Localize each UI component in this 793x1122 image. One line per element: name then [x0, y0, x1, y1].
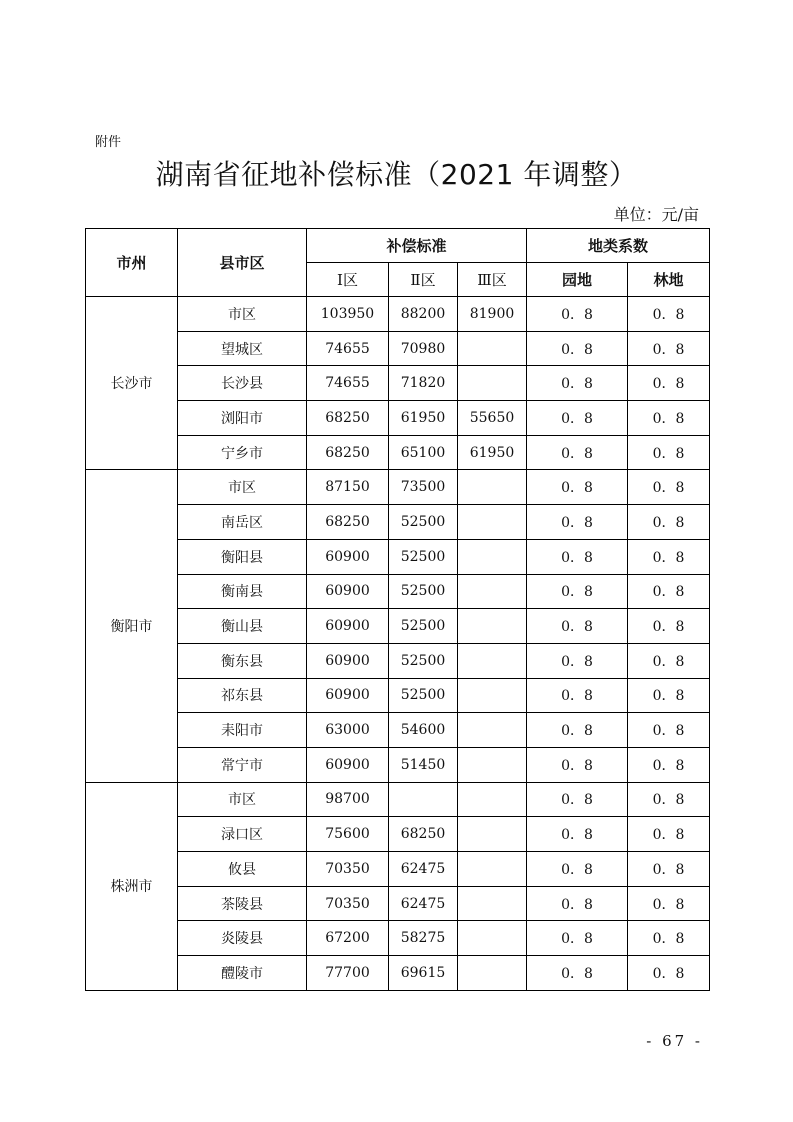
forest-coefficient: 0．8 [628, 956, 710, 991]
zone-3-value [458, 539, 527, 574]
table-row [86, 574, 710, 609]
table-row [86, 747, 710, 782]
forest-coefficient: 0．8 [628, 609, 710, 644]
unit-label: 单位：元/亩 [613, 205, 699, 224]
zone-1-value: 63000 [307, 713, 389, 748]
zone-2-value: 73500 [389, 470, 458, 505]
forest-coefficient: 0．8 [628, 852, 710, 887]
zone-2-value: 52500 [389, 643, 458, 678]
zone-3-value [458, 747, 527, 782]
county-cell: 茶陵县 [178, 886, 307, 921]
zone-1-value: 70350 [307, 852, 389, 887]
header-zone-1: Ⅰ区 [307, 263, 389, 297]
garden-coefficient: 0．8 [527, 782, 628, 817]
garden-coefficient: 0．8 [527, 401, 628, 436]
table-row [86, 817, 710, 852]
header-garden: 园地 [527, 263, 628, 297]
forest-coefficient: 0．8 [628, 366, 710, 401]
zone-3-value [458, 852, 527, 887]
garden-coefficient: 0．8 [527, 678, 628, 713]
zone-3-value [458, 782, 527, 817]
garden-coefficient: 0．8 [527, 539, 628, 574]
garden-coefficient: 0．8 [527, 609, 628, 644]
table-row [86, 366, 710, 401]
zone-3-value: 55650 [458, 401, 527, 436]
attachment-label: 附件 [95, 135, 122, 150]
table-row [86, 678, 710, 713]
zone-3-value: 61950 [458, 435, 527, 470]
garden-coefficient: 0．8 [527, 470, 628, 505]
zone-2-value: 51450 [389, 747, 458, 782]
zone-1-value: 67200 [307, 921, 389, 956]
county-cell: 浏阳市 [178, 401, 307, 436]
garden-coefficient: 0．8 [527, 921, 628, 956]
zone-2-value: 61950 [389, 401, 458, 436]
zone-1-value: 60900 [307, 574, 389, 609]
zone-2-value: 58275 [389, 921, 458, 956]
zone-2-value: 52500 [389, 678, 458, 713]
zone-3-value [458, 366, 527, 401]
county-cell: 衡南县 [178, 574, 307, 609]
garden-coefficient: 0．8 [527, 747, 628, 782]
zone-2-value: 70980 [389, 331, 458, 366]
forest-coefficient: 0．8 [628, 470, 710, 505]
zone-1-value: 60900 [307, 643, 389, 678]
county-cell: 祁东县 [178, 678, 307, 713]
zone-1-value: 60900 [307, 539, 389, 574]
zone-3-value [458, 921, 527, 956]
forest-coefficient: 0．8 [628, 921, 710, 956]
county-cell: 醴陵市 [178, 956, 307, 991]
zone-3-value [458, 470, 527, 505]
table-row [86, 435, 710, 470]
zone-2-value: 62475 [389, 886, 458, 921]
forest-coefficient: 0．8 [628, 331, 710, 366]
table-row [86, 609, 710, 644]
table-row [86, 401, 710, 436]
zone-1-value: 68250 [307, 505, 389, 540]
zone-3-value [458, 678, 527, 713]
header-zone-2: Ⅱ区 [389, 263, 458, 297]
county-cell: 衡阳县 [178, 539, 307, 574]
forest-coefficient: 0．8 [628, 539, 710, 574]
garden-coefficient: 0．8 [527, 435, 628, 470]
zone-1-value: 75600 [307, 817, 389, 852]
zone-2-value: 52500 [389, 539, 458, 574]
garden-coefficient: 0．8 [527, 713, 628, 748]
county-cell: 南岳区 [178, 505, 307, 540]
garden-coefficient: 0．8 [527, 331, 628, 366]
zone-2-value: 52500 [389, 609, 458, 644]
zone-2-value: 65100 [389, 435, 458, 470]
zone-1-value: 60900 [307, 678, 389, 713]
county-cell: 市区 [178, 470, 307, 505]
county-cell: 攸县 [178, 852, 307, 887]
forest-coefficient: 0．8 [628, 297, 710, 332]
zone-2-value: 88200 [389, 297, 458, 332]
zone-1-value: 87150 [307, 470, 389, 505]
zone-3-value [458, 643, 527, 678]
zone-3-value [458, 331, 527, 366]
county-cell: 炎陵县 [178, 921, 307, 956]
forest-coefficient: 0．8 [628, 574, 710, 609]
county-cell: 宁乡市 [178, 435, 307, 470]
county-cell: 耒阳市 [178, 713, 307, 748]
zone-3-value [458, 609, 527, 644]
zone-1-value: 60900 [307, 609, 389, 644]
table-row [86, 886, 710, 921]
city-cell: 长沙市 [86, 297, 178, 470]
zone-1-value: 74655 [307, 331, 389, 366]
county-cell: 长沙县 [178, 366, 307, 401]
zone-1-value: 74655 [307, 366, 389, 401]
city-cell: 衡阳市 [86, 470, 178, 782]
header-coefficient: 地类系数 [527, 229, 710, 263]
zone-1-value: 60900 [307, 747, 389, 782]
zone-2-value: 52500 [389, 505, 458, 540]
table-row [86, 470, 710, 505]
table-row [86, 297, 710, 332]
zone-1-value: 98700 [307, 782, 389, 817]
county-cell: 渌口区 [178, 817, 307, 852]
compensation-standard-table [85, 228, 710, 991]
zone-1-value: 103950 [307, 297, 389, 332]
forest-coefficient: 0．8 [628, 678, 710, 713]
forest-coefficient: 0．8 [628, 401, 710, 436]
header-county: 县市区 [178, 229, 307, 297]
header-city: 市州 [86, 229, 178, 297]
zone-2-value [389, 782, 458, 817]
zone-1-value: 77700 [307, 956, 389, 991]
county-cell: 市区 [178, 782, 307, 817]
zone-1-value: 68250 [307, 401, 389, 436]
county-cell: 常宁市 [178, 747, 307, 782]
zone-2-value: 52500 [389, 574, 458, 609]
garden-coefficient: 0．8 [527, 643, 628, 678]
county-cell: 衡山县 [178, 609, 307, 644]
county-cell: 望城区 [178, 331, 307, 366]
forest-coefficient: 0．8 [628, 747, 710, 782]
county-cell: 市区 [178, 297, 307, 332]
table-row [86, 713, 710, 748]
table-row [86, 505, 710, 540]
table-row [86, 956, 710, 991]
forest-coefficient: 0．8 [628, 435, 710, 470]
forest-coefficient: 0．8 [628, 713, 710, 748]
header-forest: 林地 [628, 263, 710, 297]
page-number: - 67 - [646, 1032, 703, 1050]
garden-coefficient: 0．8 [527, 817, 628, 852]
zone-3-value [458, 886, 527, 921]
county-cell: 衡东县 [178, 643, 307, 678]
garden-coefficient: 0．8 [527, 297, 628, 332]
table-row [86, 852, 710, 887]
zone-2-value: 69615 [389, 956, 458, 991]
zone-3-value [458, 574, 527, 609]
garden-coefficient: 0．8 [527, 505, 628, 540]
table-row [86, 539, 710, 574]
garden-coefficient: 0．8 [527, 366, 628, 401]
zone-1-value: 68250 [307, 435, 389, 470]
city-cell: 株洲市 [86, 782, 178, 990]
garden-coefficient: 0．8 [527, 852, 628, 887]
table-row [86, 921, 710, 956]
forest-coefficient: 0．8 [628, 505, 710, 540]
forest-coefficient: 0．8 [628, 643, 710, 678]
zone-2-value: 62475 [389, 852, 458, 887]
zone-2-value: 54600 [389, 713, 458, 748]
zone-3-value: 81900 [458, 297, 527, 332]
header-zone-3: Ⅲ区 [458, 263, 527, 297]
header-compensation: 补偿标准 [307, 229, 527, 263]
zone-3-value [458, 817, 527, 852]
document-title: 湖南省征地补偿标准（2021 年调整） [155, 158, 638, 191]
forest-coefficient: 0．8 [628, 817, 710, 852]
garden-coefficient: 0．8 [527, 956, 628, 991]
zone-2-value: 68250 [389, 817, 458, 852]
table-row [86, 331, 710, 366]
garden-coefficient: 0．8 [527, 574, 628, 609]
zone-3-value [458, 505, 527, 540]
zone-1-value: 70350 [307, 886, 389, 921]
header-row-1 [86, 229, 710, 263]
zone-3-value [458, 713, 527, 748]
garden-coefficient: 0．8 [527, 886, 628, 921]
forest-coefficient: 0．8 [628, 782, 710, 817]
table-row [86, 782, 710, 817]
table-row [86, 643, 710, 678]
table-body [86, 297, 710, 991]
forest-coefficient: 0．8 [628, 886, 710, 921]
zone-2-value: 71820 [389, 366, 458, 401]
zone-3-value [458, 956, 527, 991]
